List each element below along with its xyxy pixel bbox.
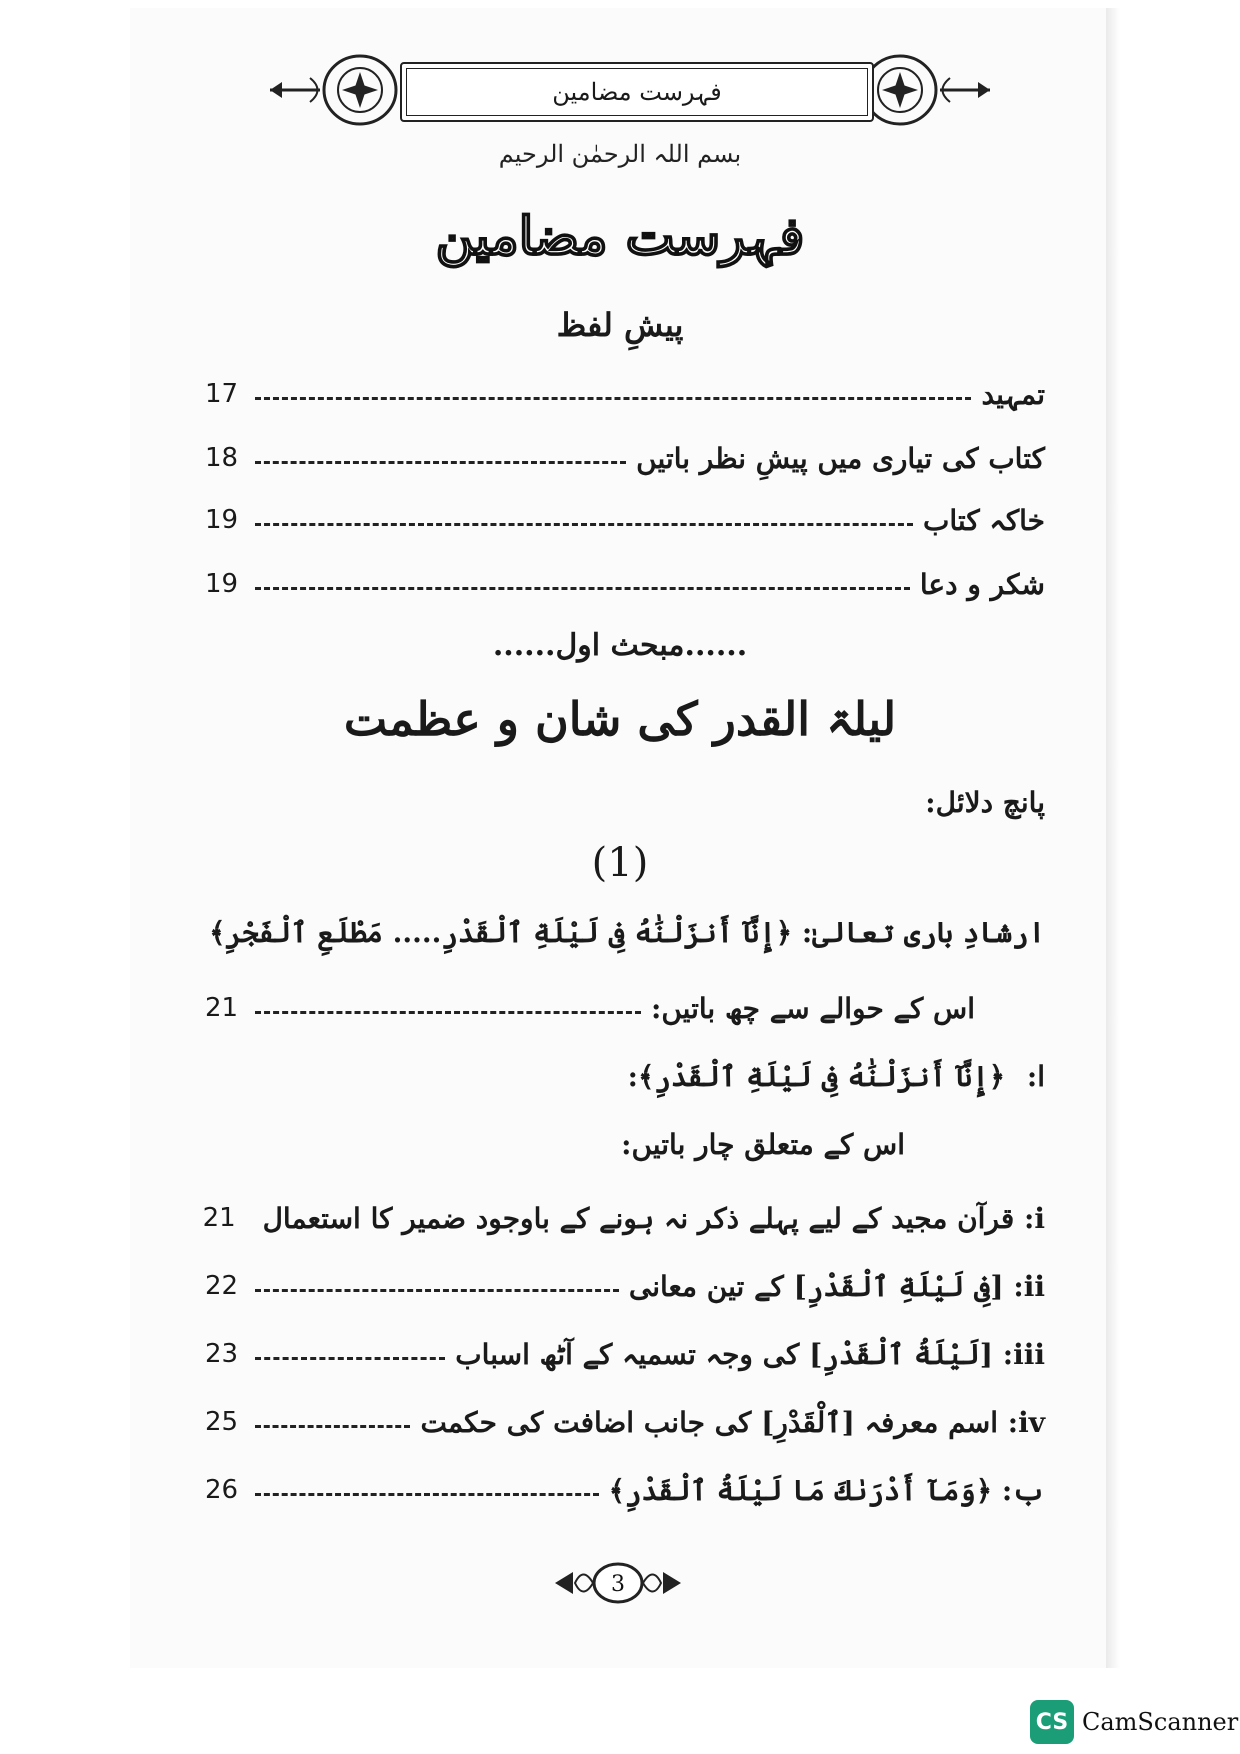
right-ornament-icon <box>860 48 990 132</box>
toc-row[interactable] <box>205 498 1045 542</box>
dot-leader <box>255 1357 445 1360</box>
page-number-ornament <box>553 1558 683 1608</box>
sub-a-note: اس کے متعلق چار باتیں: <box>621 1128 905 1161</box>
toc-page-number: 19 <box>205 569 239 599</box>
dot-leader <box>255 397 971 400</box>
toc-page-number: 18 <box>205 443 239 473</box>
toc-page-number: 19 <box>205 505 239 535</box>
toc-row[interactable] <box>205 1400 1045 1444</box>
running-header <box>400 62 874 122</box>
toc-label: تمہید <box>981 377 1045 411</box>
toc-label: شکر و دعا <box>919 567 1045 601</box>
dot-leader <box>255 587 910 590</box>
running-header-title: فہرست مضامین <box>552 78 722 106</box>
toc-row[interactable] <box>205 436 1045 480</box>
toc-page-number: 23 <box>205 1339 239 1369</box>
toc-row[interactable] <box>205 372 1045 416</box>
toc-label: iii: [لَيْلَةُ ٱلْقَدْرِ] کی وجہ تسمیہ کے آٹھ اسباب <box>455 1337 1045 1371</box>
section-number: (1) <box>591 840 649 886</box>
toc-label: iv: اسم معرفہ [ٱلْقَدْرِ] کی جانب اضافت کی حکمت <box>420 1405 1045 1439</box>
camscanner-brand: CamScanner <box>1082 1708 1239 1736</box>
toc-page-number: 26 <box>205 1475 239 1505</box>
sub-a-verse: ﴿إِنَّآ أَنزَلْنَٰهُ فِى لَيْلَةِ ٱلْقَدْرِ﴾: <box>627 1060 1006 1093</box>
dot-leader <box>255 461 626 464</box>
dot-leader <box>255 1011 641 1014</box>
dot-leader <box>255 1425 410 1428</box>
toc-page-number: 21 <box>205 993 239 1023</box>
toc-page-number: 25 <box>205 1407 239 1437</box>
toc-label: ii: [فِى لَيْلَةِ ٱلْقَدْرِ] کے تین معانی <box>628 1269 1045 1303</box>
toc-row[interactable] <box>205 986 1045 1030</box>
toc-label: خاکہ کتاب <box>923 503 1045 537</box>
verse-line: ارشادِ باری تعالیٰ: ﴿إِنَّآ أَنزَلْنَٰهُ فِى لَيْلَةِ ٱلْقَدْرِ..... مَطْلَعِ ٱلْفَجْرِ﴾ <box>209 916 1045 949</box>
toc-page-number: 21 <box>202 1203 236 1233</box>
sub-a-marker: ا: <box>1026 1060 1045 1093</box>
page-title: فہرست مضامین <box>435 206 805 267</box>
toc-page-number: 17 <box>205 379 239 409</box>
toc-row[interactable] <box>205 1264 1045 1308</box>
page-number: 3 <box>611 1572 625 1597</box>
dot-leader <box>255 1493 599 1496</box>
section-subheading: پانچ دلائل: <box>925 786 1045 819</box>
preface-heading: پیشِ لفظ <box>556 306 684 344</box>
bismillah: بسم اللہ الرحمٰن الرحیم <box>498 140 742 168</box>
toc-label: i: قرآن مجید کے لیے پہلے ذکر نہ ہونے کے باوجود ضمیر کا استعمال <box>262 1201 1045 1235</box>
section-title: لیلۃ القدر کی شان و عظمت <box>343 692 897 746</box>
toc-page-number: 22 <box>205 1271 239 1301</box>
dot-leader <box>255 523 913 526</box>
left-ornament-icon <box>270 48 400 132</box>
toc-label: اس کے حوالے سے چھ باتیں: <box>650 991 975 1025</box>
dot-leader <box>255 1289 619 1292</box>
toc-row[interactable] <box>205 1468 1045 1512</box>
section-label: ......مبحث اول...... <box>492 628 748 663</box>
camscanner-logo-icon: CS <box>1030 1700 1074 1744</box>
toc-row[interactable] <box>202 1196 1045 1240</box>
toc-label: ب: ﴿وَمَآ أَدْرَىٰكَ مَا لَيْلَةُ ٱلْقَدْرِ﴾ <box>608 1473 1045 1507</box>
sub-a-line <box>628 1060 1045 1093</box>
toc-row[interactable] <box>205 562 1045 606</box>
toc-label: کتاب کی تیاری میں پیشِ نظر باتیں <box>636 441 1045 475</box>
toc-row[interactable] <box>205 1332 1045 1376</box>
